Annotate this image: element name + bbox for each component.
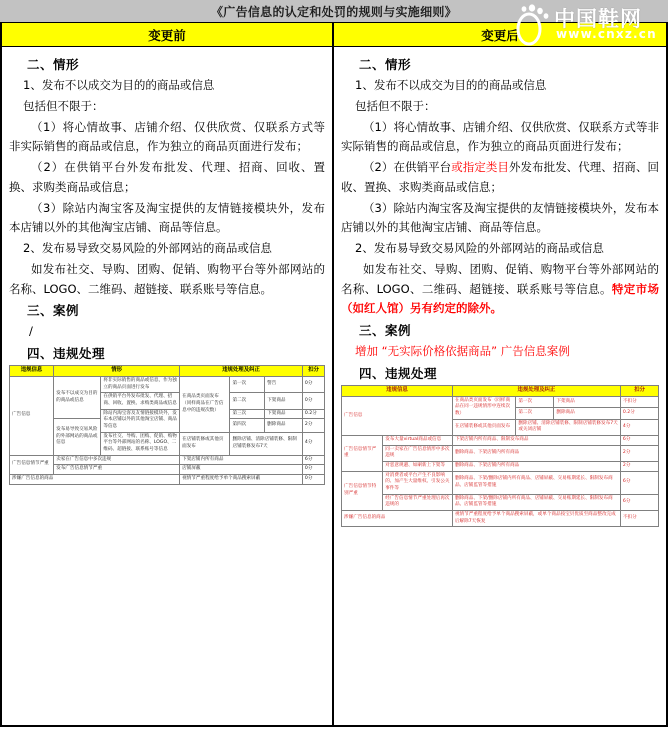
before-td-case-1: 将非实际销售的商品或信息，作为独立的商品页面进行发布 — [101, 377, 180, 393]
before-td-severe-case-2: 发布广告信息情节严重 — [54, 465, 180, 475]
after-td-score-2: 0.2分 — [620, 408, 658, 419]
table-row — [10, 465, 325, 475]
document-title-bar — [0, 0, 668, 22]
before-para3: （1）将心情故事、店铺介绍、仅供欣赏、仅联系方式等非实际销售的商品或信息，作为独立的商品页面进行发布； — [9, 119, 325, 154]
after-td-handle-main: 在商品类页面发布（同样商品在同一违规情形中连续次数） — [452, 396, 515, 419]
before-td-score-3: 0.2分 — [302, 409, 324, 419]
before-th-handle: 违规处理及纠正 — [180, 366, 303, 377]
after-th-handle: 违规处理及纠正 — [452, 385, 620, 396]
before-td-case-3: 除站内淘宝客及友情链接模块外，发布本店铺以外的其他淘宝店铺、商品等信息 — [101, 409, 180, 432]
after-td-last-case: 涉嫌广告信息的商品 — [342, 510, 453, 526]
after-td-extreme-score-1: 6分 — [620, 471, 658, 494]
before-td-severe-measure-1: 下架店铺内所有商品 — [180, 455, 303, 465]
before-td-handle-store: 在店铺装修或其他页面发布 — [180, 432, 230, 455]
column-before — [2, 23, 334, 725]
table-row — [10, 377, 325, 393]
column-before-header-label: 变更前 — [148, 27, 186, 43]
table-row — [342, 436, 659, 446]
after-td-severe-measure-2: 删除商品、下架店铺内所有商品 — [452, 445, 620, 461]
before-td-case-2: 在供销平台外发布批发、代理、招商、回收、置换、求购类商品或信息 — [101, 393, 180, 409]
column-after-header-label: 变更后 — [481, 27, 519, 43]
before-td-last-score: 0分 — [302, 474, 324, 484]
before-td-time-4: 第四次 — [230, 419, 265, 432]
before-td-case-4: 发布社交、导购、团购、促销、购物平台等外部网站的名称、LOGO、二维码、超链接、联系账号等信息 — [101, 432, 180, 455]
after-td-time-1: 第一次 — [516, 396, 554, 407]
before-td-group1: 发布不以成交为目的的商品或信息 — [54, 377, 101, 419]
before-table-header-row — [10, 366, 325, 377]
before-td-severe-measure-2: 店铺屏蔽 — [180, 465, 303, 475]
before-td-severe-label: 广告信息情节严重 — [10, 455, 54, 474]
after-td-extreme-case-1: 对消费者或平台产生不良影响的、加产生大量维权、引发公关事件等 — [383, 471, 453, 494]
before-td-last-measure: 视情节严重程度给予单个商品搜索屏蔽 — [180, 474, 303, 484]
after-para4-part-b: 外发布批发、代理、招商、回收、置换、求购类商品或信息； — [341, 160, 659, 194]
before-para1: 1、发布不以成交为目的的商品或信息 — [23, 78, 215, 92]
after-td-score-1: 不扣分 — [620, 396, 658, 407]
after-para6: 2、发布易导致交易风险的外部网站的商品或信息 — [355, 241, 604, 256]
before-td-store-score: 4分 — [302, 432, 324, 455]
before-td-last-case: 涉嫌广告信息的商品 — [10, 474, 180, 484]
after-para3: （1）将心情故事、店铺介绍、仅供欣赏、仅联系方式等非实际销售的商品或信息，作为独立的商品页面进行发布； — [341, 119, 659, 154]
before-td-time-1: 第一次 — [230, 377, 265, 393]
before-para5: （3）除站内淘宝客及淘宝提供的友情链接模块外，发布本店铺以外的其他淘宝店铺、商品等信息。 — [9, 200, 325, 235]
table-row — [10, 455, 325, 465]
before-td-score-2: 0分 — [302, 393, 324, 409]
after-para4-highlight: 或指定类目 — [451, 160, 509, 175]
column-before-header — [2, 23, 332, 47]
after-th-score: 扣分 — [620, 385, 658, 396]
after-para4 — [341, 158, 659, 198]
before-th-score: 扣分 — [302, 366, 324, 377]
after-td-store-score: 4分 — [620, 419, 658, 435]
after-section3-title: 三、案例 — [359, 323, 412, 339]
before-section2-title: 二、情形 — [27, 57, 80, 72]
column-after — [334, 23, 666, 725]
after-td-severe-label: 广告信息情节严重 — [342, 436, 383, 472]
after-para5: （3）除站内淘宝客及淘宝提供的友情链接模块外，发布本店铺以外的其他淘宝店铺、商品等信息。 — [341, 200, 659, 235]
after-para7-highlight: 特定市场（如红人馆）另有约定的除外。 — [341, 281, 659, 316]
before-td-score-4: 2分 — [302, 419, 324, 432]
after-para7 — [341, 260, 659, 319]
after-section4-title: 四、违规处理 — [359, 365, 438, 381]
after-td-store-measure: 删除店铺、清除店铺装修、限制店铺装修发布7天或关闭店铺 — [516, 419, 621, 435]
column-before-body — [2, 47, 332, 725]
after-td-extreme-score-2: 6分 — [620, 494, 658, 510]
table-row — [342, 396, 659, 407]
after-td-extreme-measure-2: 删除商品、下架/删除店铺内所有商品、店铺屏蔽、交易账期延长、限制发布商品、店铺监管等措施 — [452, 494, 620, 510]
before-td-severe-case-1: 卖家在广告信息中多次违规 — [54, 455, 180, 465]
after-td-severe-score-2: 2分 — [620, 445, 658, 461]
after-td-severe-score-3: 2分 — [620, 462, 658, 472]
before-para4: （2）在供销平台外发布批发、代理、招商、回收、置换、求购类商品或信息； — [9, 160, 325, 194]
table-row — [342, 494, 659, 510]
before-td-severe-score-1: 6分 — [302, 455, 324, 465]
after-td-extreme-case-2: 经广告信息情节严重处理后再次违规的 — [383, 494, 453, 510]
table-row — [342, 462, 659, 472]
column-after-header — [334, 23, 666, 47]
before-td-info: 广告信息 — [10, 377, 54, 456]
before-td-measure-2: 下架商品 — [265, 393, 303, 409]
before-section3-body: / — [29, 324, 33, 339]
before-td-measure-4: 删除商品 — [265, 419, 303, 432]
comparison-frame — [0, 22, 668, 727]
before-td-severe-score-2: 0分 — [302, 465, 324, 475]
before-td-handle-main: 在商品类页面发布（同样商品在广告信息中的违规次数） — [180, 377, 230, 433]
after-td-severe-score-1: 6分 — [620, 436, 658, 446]
after-td-time-2: 第二次 — [516, 408, 554, 419]
after-td-severe-case-2: 同一卖家在广告信息情形中多次违规 — [383, 445, 453, 461]
before-para7: 如发布社交、导购、团购、促销、购物平台等外部网站的名称、LOGO、二维码、超链接、联系账号等信息。 — [9, 261, 325, 296]
after-td-handle-store: 在店铺装修或其他页面发布 — [452, 419, 515, 435]
before-td-store-measure: 删除店铺、清除店铺装修、限制店铺装修发布7天 — [230, 432, 302, 455]
table-row — [10, 474, 325, 484]
before-para2: 包括但不限于： — [23, 98, 104, 113]
table-row — [342, 510, 659, 526]
after-td-last-score: 不扣分 — [620, 510, 658, 526]
after-para4-part-a: （2）在供销平台 — [363, 160, 452, 175]
watermark-brand: 中国鞋网 — [554, 7, 642, 31]
after-section3-body: 增加 “无实际价格依据商品” 广告信息案例 — [355, 344, 570, 359]
after-td-extreme-label: 广告信息情节特别严重 — [342, 471, 383, 510]
column-after-body — [334, 47, 666, 725]
before-td-score-1: 0分 — [302, 377, 324, 393]
page-title: 《广告信息的认定和处罚的规则与实施细则》 — [210, 4, 457, 19]
before-para6: 2、发布易导致交易风险的外部网站的商品或信息 — [23, 241, 272, 256]
before-td-group2: 发布易导致交易风险的外部网站的商品或信息 — [54, 419, 101, 455]
before-td-measure-1: 警告 — [265, 377, 303, 393]
after-th-info: 违规信息 — [342, 385, 453, 396]
table-row — [342, 471, 659, 494]
before-th-info: 违规信息 — [10, 366, 54, 377]
after-td-measure-1: 下架商品 — [554, 396, 621, 407]
after-td-severe-measure-3: 删除商品、下架店铺内所有商品 — [452, 462, 620, 472]
after-td-severe-measure-1: 下架店铺内所有商品、限制发布商品 — [452, 436, 620, 446]
after-section2-title: 二、情形 — [359, 57, 412, 72]
after-violation-table — [341, 385, 659, 527]
after-para1: 1、发布不以成交为目的的商品或信息 — [355, 78, 547, 92]
after-table-header-row — [342, 385, 659, 396]
before-td-measure-3: 下架商品 — [265, 409, 303, 419]
after-td-measure-2: 删除商品 — [554, 408, 621, 419]
after-td-info: 广告信息 — [342, 396, 453, 435]
before-section3-title: 三、案例 — [27, 303, 80, 319]
before-td-time-2: 第二次 — [230, 393, 265, 409]
after-para7-part-a: 如发布社交、导购、团购、促销、购物平台等外部网站的名称、LOGO、二维码、超链接、联系账号等信息。 — [341, 261, 659, 296]
after-td-severe-case-3: 对恶意规避、如刷新上下架等 — [383, 462, 453, 472]
table-row — [342, 445, 659, 461]
after-td-severe-case-1: 发布大量virtual商品或信息 — [383, 436, 453, 446]
before-td-time-3: 第三次 — [230, 409, 265, 419]
after-para2: 包括但不限于： — [355, 98, 436, 113]
after-td-extreme-measure-1: 删除商品、下架/删除店铺内所有商品、店铺屏蔽、交易账期延长、限制发布商品、店铺监管等措施 — [452, 471, 620, 494]
before-th-case: 情形 — [54, 366, 180, 377]
before-violation-table — [9, 365, 325, 484]
watermark-url: www.cnxz.cn — [556, 27, 657, 41]
before-section4-title: 四、违规处理 — [27, 346, 106, 362]
after-td-last-measure: 视情节严重程度给予单个商品搜索屏蔽，或单个商品按宝贝优质至商品整改完成后解除7天恢复 — [452, 510, 620, 526]
